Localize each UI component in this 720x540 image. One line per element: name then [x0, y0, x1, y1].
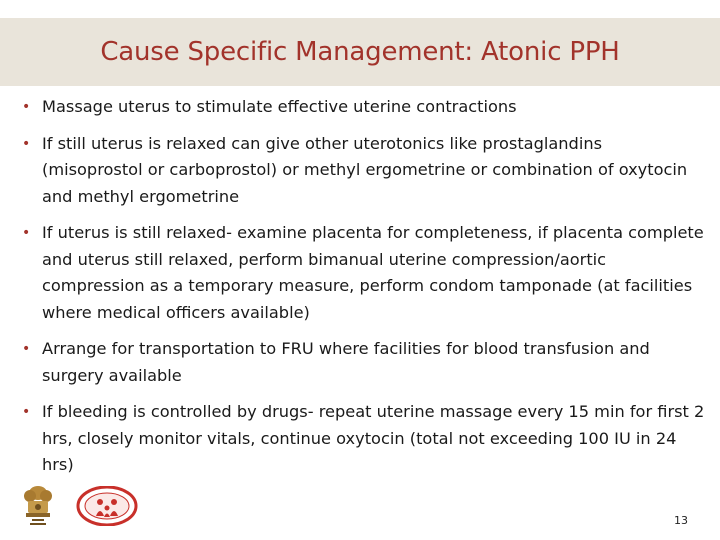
bullet-item	[22, 220, 706, 326]
bullet-dot-icon: •	[22, 99, 31, 115]
slide-title: Cause Specific Management: Atonic PPH	[100, 37, 620, 67]
bullet-item	[22, 336, 706, 389]
bullet-dot-icon: •	[22, 225, 31, 241]
bullet-dot-icon: •	[22, 404, 31, 420]
footer-logos	[18, 484, 138, 528]
bullet-item	[22, 94, 706, 121]
bullet-list	[22, 94, 706, 489]
health-ministry-seal-icon	[76, 486, 138, 526]
bullet-item	[22, 131, 706, 211]
bullet-dot-icon: •	[22, 135, 31, 152]
bullet-text: If uterus is still relaxed- examine placenta for completeness, if placenta complete and uterus still relaxed, perform bimanual uterine compression/aortic compression as a temporary measure, perform condom tamponade (at facilities where medical officers available)	[42, 223, 704, 322]
bullet-text: Arrange for transportation to FRU where facilities for blood transfusion and surgery available	[42, 339, 650, 385]
bullet-dot-icon: •	[22, 341, 31, 357]
bullet-text: If bleeding is controlled by drugs- repeat uterine massage every 15 min for first 2 hrs, closely monitor vitals, continue oxytocin (total not exceeding 100 IU in 24 hrs)	[42, 402, 705, 474]
bullet-text: Massage uterus to stimulate effective uterine contractions	[42, 97, 517, 116]
page-number: 13	[674, 514, 688, 527]
bullet-item	[22, 399, 706, 479]
bullet-text: If still uterus is relaxed can give other uterotonics like prostaglandins (misoprostol or carboprostol) or methyl ergometrine or combination of oxytocin and methyl ergometrine	[42, 133, 688, 206]
national-emblem-icon	[18, 484, 58, 528]
